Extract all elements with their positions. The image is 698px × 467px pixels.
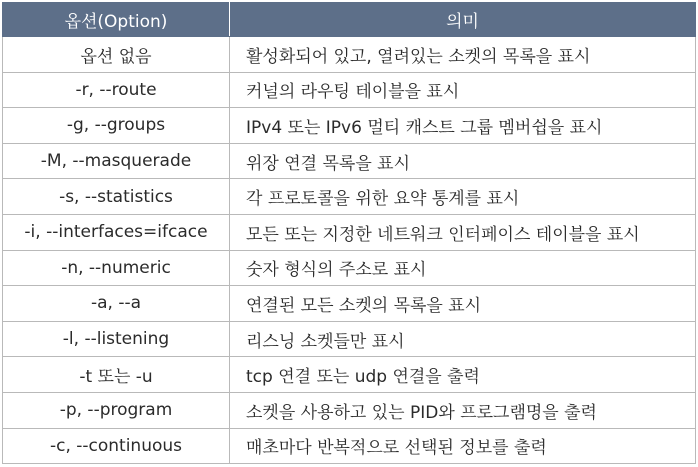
option-cell: -r, --route [3,72,230,108]
header-meaning: 의미 [230,3,696,37]
meaning-cell: 연결된 모든 소켓의 목록을 표시 [230,286,696,322]
header-option: 옵션(Option) [3,3,230,37]
table-row [3,37,696,73]
netstat-options-table [2,2,696,464]
options-table-container [2,2,695,464]
table-row [3,179,696,215]
header-row [3,3,696,37]
option-cell: -i, --interfaces=ifcace [3,214,230,250]
option-cell: -t 또는 -u [3,357,230,393]
table-header [3,3,696,37]
meaning-cell: IPv4 또는 IPv6 멀티 캐스트 그룹 멤버쉽을 표시 [230,108,696,144]
table-row [3,72,696,108]
meaning-cell: 커널의 라우팅 테이블을 표시 [230,72,696,108]
table-row [3,286,696,322]
meaning-cell: 위장 연결 목록을 표시 [230,143,696,179]
table-row [3,321,696,357]
meaning-cell: 숫자 형식의 주소로 표시 [230,250,696,286]
meaning-cell: 리스닝 소켓들만 표시 [230,321,696,357]
table-row [3,357,696,393]
meaning-cell: 모든 또는 지정한 네트워크 인터페이스 테이블을 표시 [230,214,696,250]
meaning-cell: 활성화되어 있고, 열려있는 소켓의 목록을 표시 [230,37,696,73]
table-row [3,428,696,464]
table-row [3,392,696,428]
table-row [3,250,696,286]
table-row [3,143,696,179]
option-cell: -c, --continuous [3,428,230,464]
option-cell: -M, --masquerade [3,143,230,179]
option-cell: 옵션 없음 [3,37,230,73]
option-cell: -a, --a [3,286,230,322]
meaning-cell: 소켓을 사용하고 있는 PID와 프로그램명을 출력 [230,392,696,428]
table-body [3,37,696,464]
option-cell: -l, --listening [3,321,230,357]
option-cell: -g, --groups [3,108,230,144]
option-cell: -s, --statistics [3,179,230,215]
meaning-cell: 각 프로토콜을 위한 요약 통계를 표시 [230,179,696,215]
table-row [3,214,696,250]
option-cell: -n, --numeric [3,250,230,286]
table-row [3,108,696,144]
meaning-cell: tcp 연결 또는 udp 연결을 출력 [230,357,696,393]
meaning-cell: 매초마다 반복적으로 선택된 정보를 출력 [230,428,696,464]
option-cell: -p, --program [3,392,230,428]
